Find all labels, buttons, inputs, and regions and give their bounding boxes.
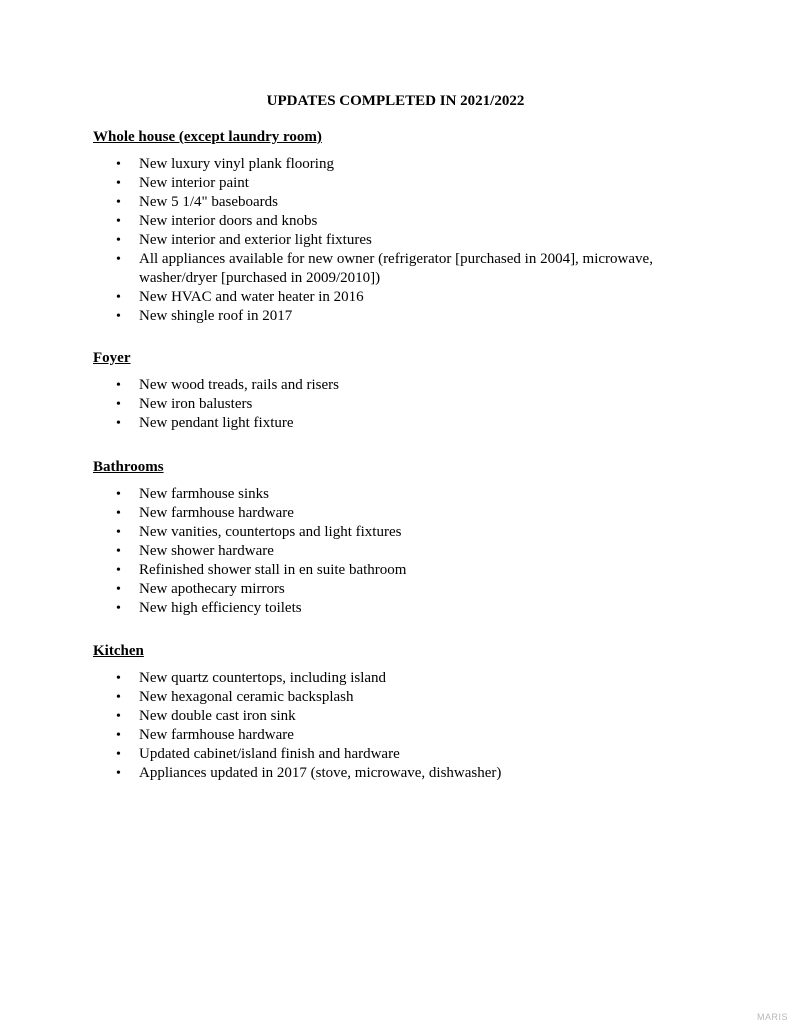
bullet-icon: • bbox=[116, 487, 121, 502]
bullet-icon: • bbox=[116, 525, 121, 540]
list-item-text: All appliances available for new owner (refrigerator [purchased in 2004], microwave, washer/dryer [purchased in 2009/2010]) bbox=[139, 251, 653, 286]
list-item bbox=[93, 542, 684, 561]
bullet-icon: • bbox=[116, 690, 121, 705]
section-whole-house bbox=[93, 128, 693, 326]
bullet-icon: • bbox=[116, 416, 121, 431]
section-heading: Whole house (except laundry room) bbox=[93, 129, 322, 145]
bullet-icon: • bbox=[116, 671, 121, 686]
bullet-icon: • bbox=[116, 176, 121, 191]
bullet-list bbox=[93, 155, 693, 326]
list-item-text: New wood treads, rails and risers bbox=[139, 377, 339, 393]
list-item bbox=[93, 155, 684, 174]
list-item bbox=[93, 745, 684, 764]
list-item-text: New apothecary mirrors bbox=[139, 581, 285, 597]
list-item bbox=[93, 414, 684, 433]
bullet-icon: • bbox=[116, 601, 121, 616]
list-item bbox=[93, 212, 684, 231]
list-item bbox=[93, 250, 684, 288]
section-heading: Kitchen bbox=[93, 643, 144, 659]
section-foyer bbox=[93, 349, 693, 433]
list-item bbox=[93, 395, 684, 414]
list-item-text: Updated cabinet/island finish and hardware bbox=[139, 746, 400, 762]
list-item-text: New quartz countertops, including island bbox=[139, 670, 387, 686]
list-item-text: Refinished shower stall in en suite bathroom bbox=[139, 562, 407, 578]
bullet-icon: • bbox=[116, 563, 121, 578]
list-item-text: New high efficiency toilets bbox=[139, 600, 302, 616]
watermark: MARIS bbox=[756, 1012, 788, 1022]
bullet-icon: • bbox=[116, 544, 121, 559]
list-item bbox=[93, 669, 684, 688]
list-item-text: New 5 1/4" baseboards bbox=[139, 194, 279, 210]
list-item-text: New interior doors and knobs bbox=[139, 213, 318, 229]
list-item bbox=[93, 688, 684, 707]
list-item-text: New vanities, countertops and light fixtures bbox=[139, 524, 402, 540]
list-item bbox=[93, 764, 684, 783]
list-item bbox=[93, 580, 684, 599]
list-item bbox=[93, 707, 684, 726]
list-item bbox=[93, 288, 684, 307]
bullet-icon: • bbox=[116, 195, 121, 210]
section-bathrooms bbox=[93, 458, 693, 618]
bullet-icon: • bbox=[116, 582, 121, 597]
list-item-text: New farmhouse sinks bbox=[139, 486, 269, 502]
bullet-icon: • bbox=[116, 290, 121, 305]
bullet-icon: • bbox=[116, 214, 121, 229]
list-item-text: New interior paint bbox=[139, 175, 249, 191]
bullet-icon: • bbox=[116, 506, 121, 521]
bullet-list bbox=[93, 669, 693, 783]
section-kitchen bbox=[93, 642, 693, 783]
list-item bbox=[93, 504, 684, 523]
list-item-text: New interior and exterior light fixtures bbox=[139, 232, 372, 248]
list-item-text: New pendant light fixture bbox=[139, 415, 294, 431]
list-item bbox=[93, 523, 684, 542]
bullet-icon: • bbox=[116, 157, 121, 172]
section-heading: Foyer bbox=[93, 350, 131, 366]
list-item bbox=[93, 561, 684, 580]
list-item-text: New shower hardware bbox=[139, 543, 274, 559]
bullet-icon: • bbox=[116, 766, 121, 781]
list-item bbox=[93, 726, 684, 745]
list-item bbox=[93, 231, 684, 250]
list-item-text: New luxury vinyl plank flooring bbox=[139, 156, 334, 172]
bullet-list bbox=[93, 485, 693, 618]
bullet-icon: • bbox=[116, 728, 121, 743]
bullet-icon: • bbox=[116, 397, 121, 412]
page-title: UPDATES COMPLETED IN 2021/2022 bbox=[266, 93, 525, 109]
list-item-text: New HVAC and water heater in 2016 bbox=[139, 289, 364, 305]
list-item-text: New farmhouse hardware bbox=[139, 505, 294, 521]
list-item bbox=[93, 376, 684, 395]
list-item-text: New double cast iron sink bbox=[139, 708, 296, 724]
list-item-text: New hexagonal ceramic backsplash bbox=[139, 689, 354, 705]
list-item bbox=[93, 174, 684, 193]
bullet-icon: • bbox=[116, 309, 121, 324]
list-item-text: New iron balusters bbox=[139, 396, 253, 412]
list-item bbox=[93, 599, 684, 618]
list-item bbox=[93, 307, 684, 326]
bullet-icon: • bbox=[116, 709, 121, 724]
section-heading: Bathrooms bbox=[93, 459, 164, 475]
bullet-icon: • bbox=[116, 747, 121, 762]
list-item-text: Appliances updated in 2017 (stove, microwave, dishwasher) bbox=[139, 765, 502, 781]
list-item bbox=[93, 193, 684, 212]
bullet-icon: • bbox=[116, 378, 121, 393]
list-item bbox=[93, 485, 684, 504]
bullet-icon: • bbox=[116, 252, 121, 267]
bullet-icon: • bbox=[116, 233, 121, 248]
list-item-text: New farmhouse hardware bbox=[139, 727, 294, 743]
bullet-list bbox=[93, 376, 693, 433]
list-item-text: New shingle roof in 2017 bbox=[139, 308, 293, 324]
